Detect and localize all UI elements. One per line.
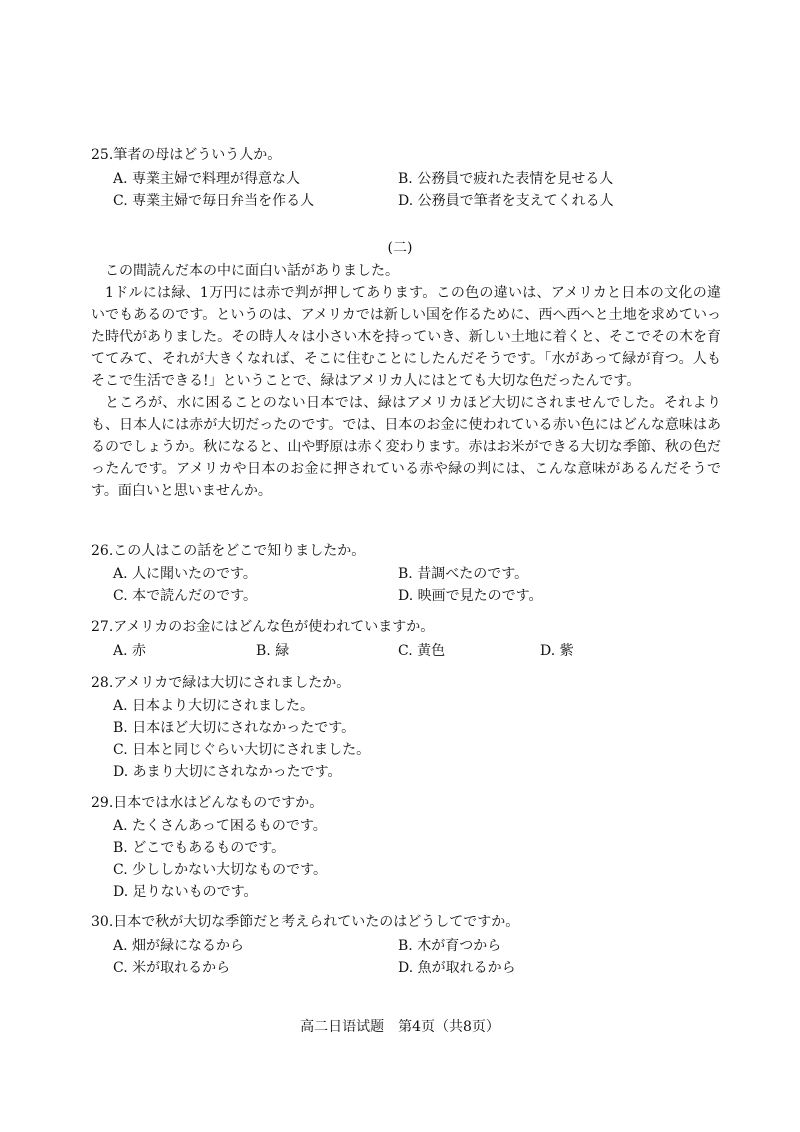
question-28-stem: 28.アメリカで緑は大切にされましたか。 (91, 675, 351, 691)
question-25-option-c: C. 専業主婦で毎日弁当を作る人 (113, 193, 315, 209)
question-30-option-b: B. 木が育つから (398, 938, 502, 954)
reading-passage (91, 260, 721, 502)
passage-paragraph-1: この間読んだ本の中に面白い話がありました。 (105, 263, 399, 279)
question-28-option-c: C. 日本と同じぐらい大切にされました。 (113, 742, 371, 758)
question-27-option-a: A. 赤 (113, 643, 147, 659)
passage-paragraph-2: 1ドルには緑、1万円には赤で判が押してあります。この色の違いは、アメリカと日本の文化の違いでもあるのです。というのは、アメリカでは新しい国を作るために、西へ西へと土地を求めていった時代がありました。その時人々は小さい木を持っていき、新しい土地に着くと、そこでその木を育ててみて、それが大きくなれば、そこに住むことにしたんだそうです。「水があって緑が育つ。人もそこで生活できる!」ということで、緑はアメリカ人にはとても大切な色だったんです。 (91, 285, 721, 389)
question-25-stem: 25.筆者の母はどういう人か。 (91, 147, 282, 163)
question-28-option-a: A. 日本より大切にされました。 (113, 698, 315, 714)
question-25-option-a: A. 専業主婦で料理が得意な人 (113, 171, 301, 187)
question-30-stem: 30.日本で秋が大切な季節だと考えられていたのはどうしてですか。 (91, 914, 520, 930)
question-27-option-c: C. 黄色 (398, 643, 446, 659)
section-heading: (二) (387, 240, 413, 256)
question-29-option-c: C. 少ししかない大切なものです。 (113, 862, 327, 878)
question-26-option-d: D. 映画で見たのです。 (398, 588, 543, 604)
question-26-stem: 26.この人はこの話をどこで知りましたか。 (91, 543, 366, 559)
question-30-option-a: A. 畑が緑になるから (113, 938, 245, 954)
question-26-option-b: B. 昔調べたのです。 (398, 566, 529, 582)
question-29-option-d: D. 足りないものです。 (113, 884, 258, 900)
question-25-option-b: B. 公務員で疲れた表情を見せる人 (398, 171, 614, 187)
question-27-option-b: B. 緑 (256, 643, 290, 659)
question-30-option-d: D. 魚が取れるから (398, 960, 516, 976)
question-25-option-d: D. 公務員で筆者を支えてくれる人 (398, 193, 614, 209)
question-29-option-a: A. たくさんあって困るものです。 (113, 818, 327, 834)
question-29-stem: 29.日本では水はどんなものですか。 (91, 795, 324, 811)
question-29-option-b: B. どこでもあるものです。 (113, 840, 286, 856)
page-footer: 高二日语试题 第4页（共8页） (300, 1019, 500, 1035)
question-28-option-d: D. あまり大切にされなかったです。 (113, 764, 342, 780)
question-28-option-b: B. 日本ほど大切にされなかったです。 (113, 720, 356, 736)
question-30-option-c: C. 米が取れるから (113, 960, 231, 976)
question-27-stem: 27.アメリカのお金にはどんな色が使われていますか。 (91, 619, 435, 635)
question-27-option-d: D. 紫 (540, 643, 574, 659)
question-26-option-a: A. 人に聞いたのです。 (113, 566, 257, 582)
passage-paragraph-3: ところが、水に困ることのない日本では、緑はアメリカほど大切にされませんでした。それよりも、日本人には赤が大切だったのです。では、日本のお金に使われている赤い色にはどんな意味はあるのでしょうか。秋になると、山や野原は赤く変わります。赤はお米ができる大切な季節、秋の色だったんです。アメリカや日本のお金に押されている赤や緑の判には、こんな意味があるんだそうです。面白いと思いませんか。 (91, 395, 721, 499)
question-26-option-c: C. 本で読んだのです。 (113, 588, 257, 604)
